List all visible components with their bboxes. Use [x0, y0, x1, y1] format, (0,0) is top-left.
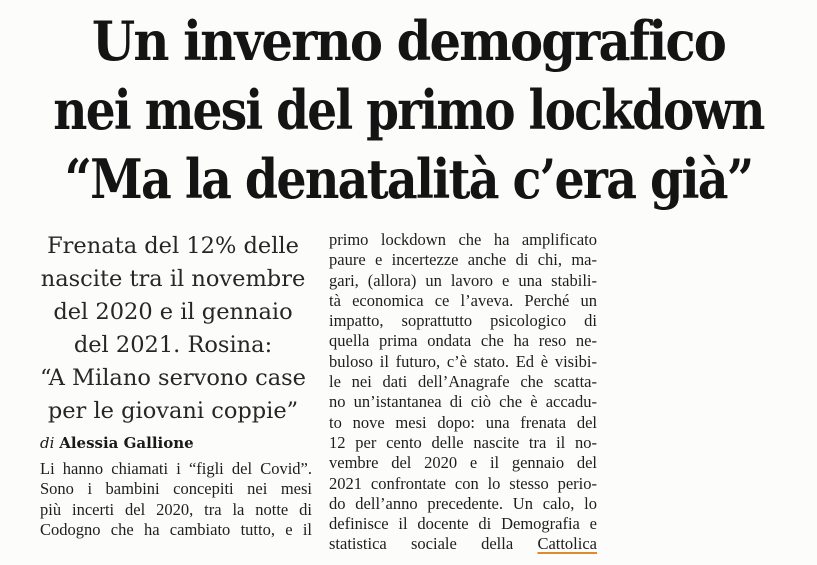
subhead-line: nascite tra il novembre — [40, 266, 306, 292]
body-line: definisce il docente di Demografia e — [329, 514, 597, 534]
body-line: impatto, soprattutto psicologico di — [329, 311, 597, 331]
body-line: quella prima ondata che ha reso ne- — [329, 331, 597, 351]
headline-line-2: nei mesi del primo lockdown — [53, 78, 764, 142]
body-line: to nove mesi dopo: una frenata del — [329, 412, 597, 432]
cattolica-link[interactable]: Cattolica — [537, 534, 598, 554]
body-line: Li hanno chiamati i “figli del Covid”. — [40, 459, 312, 478]
headline-line-1: Un inverno demografico — [91, 9, 726, 73]
body-line: tà economica ce l’aveva. Perché un — [329, 290, 597, 310]
body-line: le nei dati dell’Anagrafe che scatta- — [329, 372, 597, 392]
subhead-line: per le giovani coppie” — [47, 398, 299, 424]
body-line: più incerti del 2020, tra la notte di — [40, 499, 312, 519]
body-line: 2021 confrontate con lo stesso perio- — [329, 473, 597, 493]
body-line: no un’istantanea di ciò che è accadu- — [329, 392, 597, 412]
body-line: primo lockdown che ha amplificato — [329, 230, 597, 249]
body-line: buloso il futuro, c’è stato. Ed è visibi- — [329, 351, 597, 371]
subhead-line: “A Milano servono case — [40, 365, 306, 391]
subhead-line: del 2020 e il gennaio — [53, 299, 293, 325]
subheadline — [28, 230, 318, 428]
body-line: Codogno che ha cambiato tutto, e il — [40, 519, 312, 539]
body-line: 12 per cento delle nascite tra il no- — [329, 432, 597, 452]
headline-line-3: “Ma la denatalità c’era già” — [64, 147, 753, 211]
subhead-line: del 2021. Rosina: — [73, 332, 273, 358]
byline — [40, 434, 194, 452]
byline-prefix: di — [40, 434, 55, 452]
body-line: gari, (allora) un lavoro e una stabili- — [329, 270, 597, 290]
body-line-last — [329, 534, 597, 554]
body-column-left — [40, 459, 312, 540]
body-line-last-text: statistica sociale della — [329, 534, 514, 554]
body-line: vembre del 2020 e il gennaio del — [329, 453, 597, 473]
body-line: do dell’anno precedente. Un calo, lo — [329, 493, 597, 513]
body-column-right — [329, 230, 597, 555]
subhead-line: Frenata del 12% delle — [47, 233, 299, 259]
body-line: Sono i bambini concepiti nei mesi — [40, 479, 312, 499]
body-line: paure e incertezze anche di chi, ma- — [329, 250, 597, 270]
byline-author: Alessia Gallione — [59, 434, 194, 452]
